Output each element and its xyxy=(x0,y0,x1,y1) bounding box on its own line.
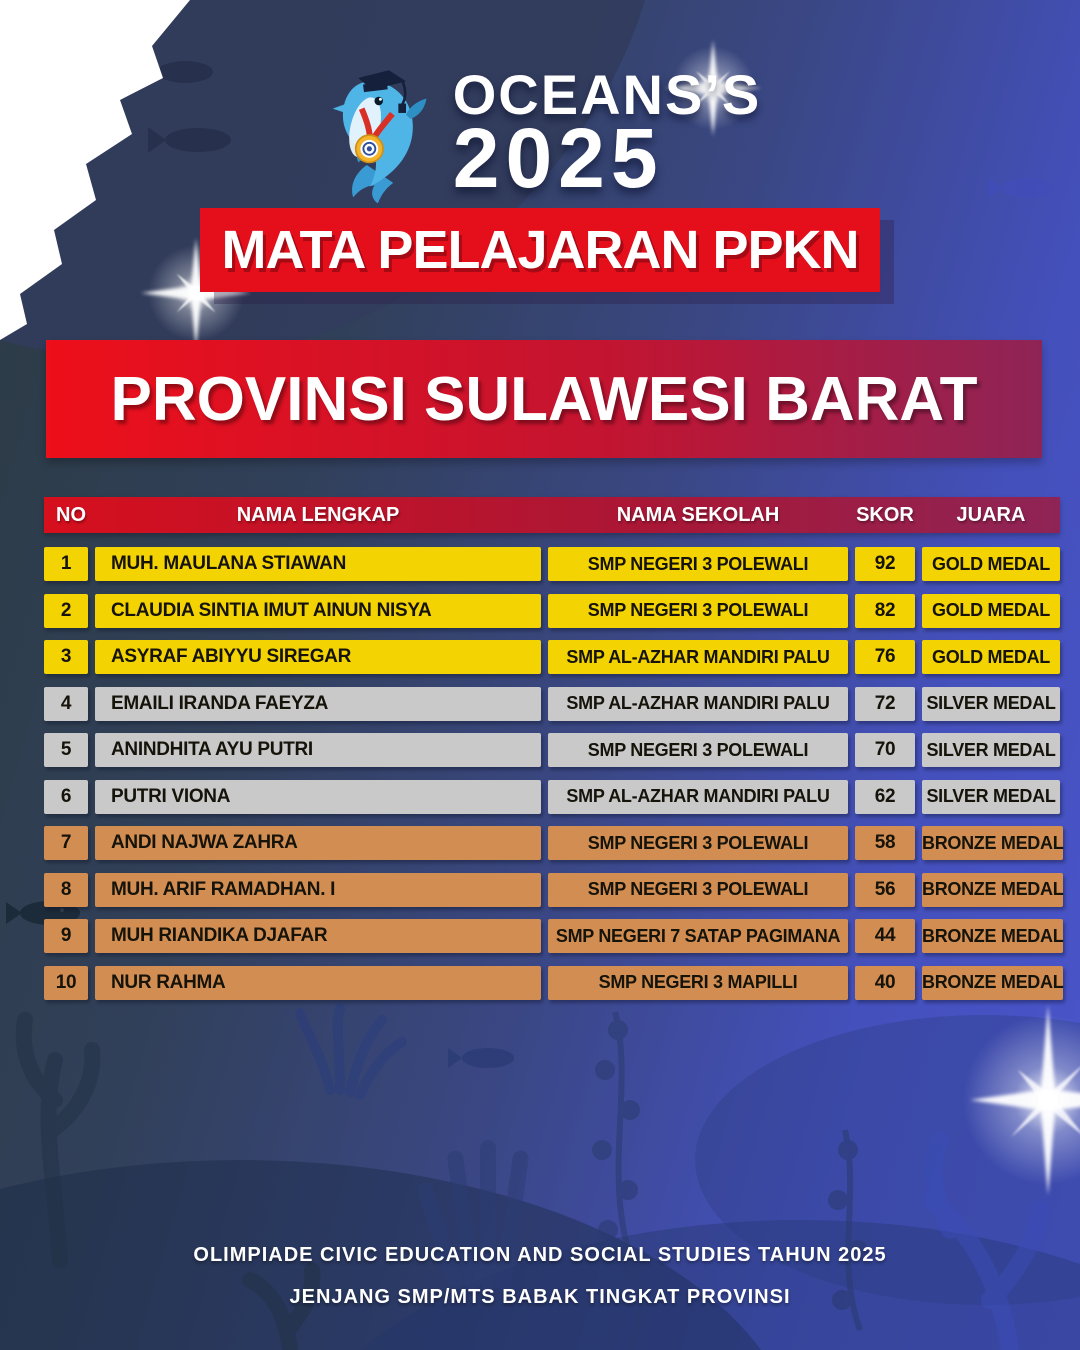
cell-school: SMP NEGERI 3 POLEWALI xyxy=(548,873,848,907)
cell-school: SMP NEGERI 3 POLEWALI xyxy=(548,733,848,767)
cell-award: BRONZE MEDAL xyxy=(922,873,1063,907)
cell-name: ANDI NAJWA ZAHRA xyxy=(95,826,541,860)
cell-no: 9 xyxy=(44,919,88,953)
cell-name: MUH. MAULANA STIAWAN xyxy=(95,547,541,581)
cell-award: GOLD MEDAL xyxy=(922,594,1060,628)
cell-award: BRONZE MEDAL xyxy=(922,966,1063,1000)
sea-grass xyxy=(300,1008,402,1095)
cell-award: SILVER MEDAL xyxy=(922,780,1060,814)
cell-school: SMP NEGERI 7 SATAP PAGIMANA xyxy=(548,919,848,953)
cell-no: 3 xyxy=(44,640,88,674)
province-banner xyxy=(46,340,1042,458)
logo-year: 2025 xyxy=(452,111,664,206)
cell-name: ASYRAF ABIYYU SIREGAR xyxy=(95,640,541,674)
subject-banner-label: MATA PELAJARAN PPKN xyxy=(221,220,859,280)
table-row xyxy=(44,966,1064,1000)
table-row xyxy=(44,640,1060,674)
header-school: NAMA SEKOLAH xyxy=(616,503,780,526)
cell-no: 8 xyxy=(44,873,88,907)
cell-school: SMP NEGERI 3 POLEWALI xyxy=(548,594,848,628)
table-header xyxy=(44,497,1060,533)
cell-school: SMP AL-AZHAR MANDIRI PALU xyxy=(548,687,848,721)
province-banner-label: PROVINSI SULAWESI BARAT xyxy=(110,364,978,434)
cell-school: SMP AL-AZHAR MANDIRI PALU xyxy=(548,780,848,814)
cell-award: BRONZE MEDAL xyxy=(922,826,1063,860)
cell-no: 5 xyxy=(44,733,88,767)
cell-name: EMAILI IRANDA FAEYZA xyxy=(95,687,541,721)
footer-line-1: OLIMPIADE CIVIC EDUCATION AND SOCIAL STUDIES TAHUN 2025 xyxy=(193,1244,887,1266)
subject-banner xyxy=(200,208,880,292)
table-row xyxy=(44,780,1060,814)
footer-line-2: JENJANG SMP/MTS BABAK TINGKAT PROVINSI xyxy=(289,1286,791,1308)
logo-title: OCEANS’S xyxy=(452,63,762,127)
header-name: NAMA LENGKAP xyxy=(236,503,400,526)
cell-score: 76 xyxy=(855,640,915,674)
cell-name: PUTRI VIONA xyxy=(95,780,541,814)
cell-award: GOLD MEDAL xyxy=(922,547,1060,581)
table-row xyxy=(44,873,1064,907)
cell-no: 4 xyxy=(44,687,88,721)
cell-name: NUR RAHMA xyxy=(95,966,541,1000)
cell-score: 58 xyxy=(855,826,915,860)
header-no: NO xyxy=(56,503,86,526)
cell-school: SMP NEGERI 3 MAPILLI xyxy=(548,966,848,1000)
results-table-body xyxy=(44,547,1064,1012)
cell-no: 2 xyxy=(44,594,88,628)
cell-award: SILVER MEDAL xyxy=(922,687,1060,721)
cell-name: ANINDHITA AYU PUTRI xyxy=(95,733,541,767)
table-row xyxy=(44,826,1064,860)
cell-score: 82 xyxy=(855,594,915,628)
dolphin-mascot-icon xyxy=(319,58,447,208)
cell-award: BRONZE MEDAL xyxy=(922,919,1063,953)
cell-name: MUH. ARIF RAMADHAN. I xyxy=(95,873,541,907)
event-logo xyxy=(0,58,1080,208)
cell-award: SILVER MEDAL xyxy=(922,733,1060,767)
cell-no: 6 xyxy=(44,780,88,814)
cell-score: 72 xyxy=(855,687,915,721)
cell-award: GOLD MEDAL xyxy=(922,640,1060,674)
table-row xyxy=(44,547,1060,581)
table-row xyxy=(44,687,1060,721)
table-row xyxy=(44,733,1060,767)
cell-score: 44 xyxy=(855,919,915,953)
cell-no: 10 xyxy=(44,966,88,1000)
fish-icon xyxy=(448,1048,514,1068)
table-row xyxy=(44,594,1060,628)
cell-school: SMP NEGERI 3 POLEWALI xyxy=(548,547,848,581)
header-award: JUARA xyxy=(956,503,1026,526)
table-row xyxy=(44,919,1064,953)
cell-no: 1 xyxy=(44,547,88,581)
header-score: SKOR xyxy=(856,503,914,526)
cell-name: CLAUDIA SINTIA IMUT AINUN NISYA xyxy=(95,594,541,628)
cell-score: 40 xyxy=(855,966,915,1000)
cell-score: 92 xyxy=(855,547,915,581)
cell-school: SMP AL-AZHAR MANDIRI PALU xyxy=(548,640,848,674)
cell-no: 7 xyxy=(44,826,88,860)
cell-score: 56 xyxy=(855,873,915,907)
cell-score: 62 xyxy=(855,780,915,814)
cell-name: MUH RIANDIKA DJAFAR xyxy=(95,919,541,953)
cell-school: SMP NEGERI 3 POLEWALI xyxy=(548,826,848,860)
cell-score: 70 xyxy=(855,733,915,767)
